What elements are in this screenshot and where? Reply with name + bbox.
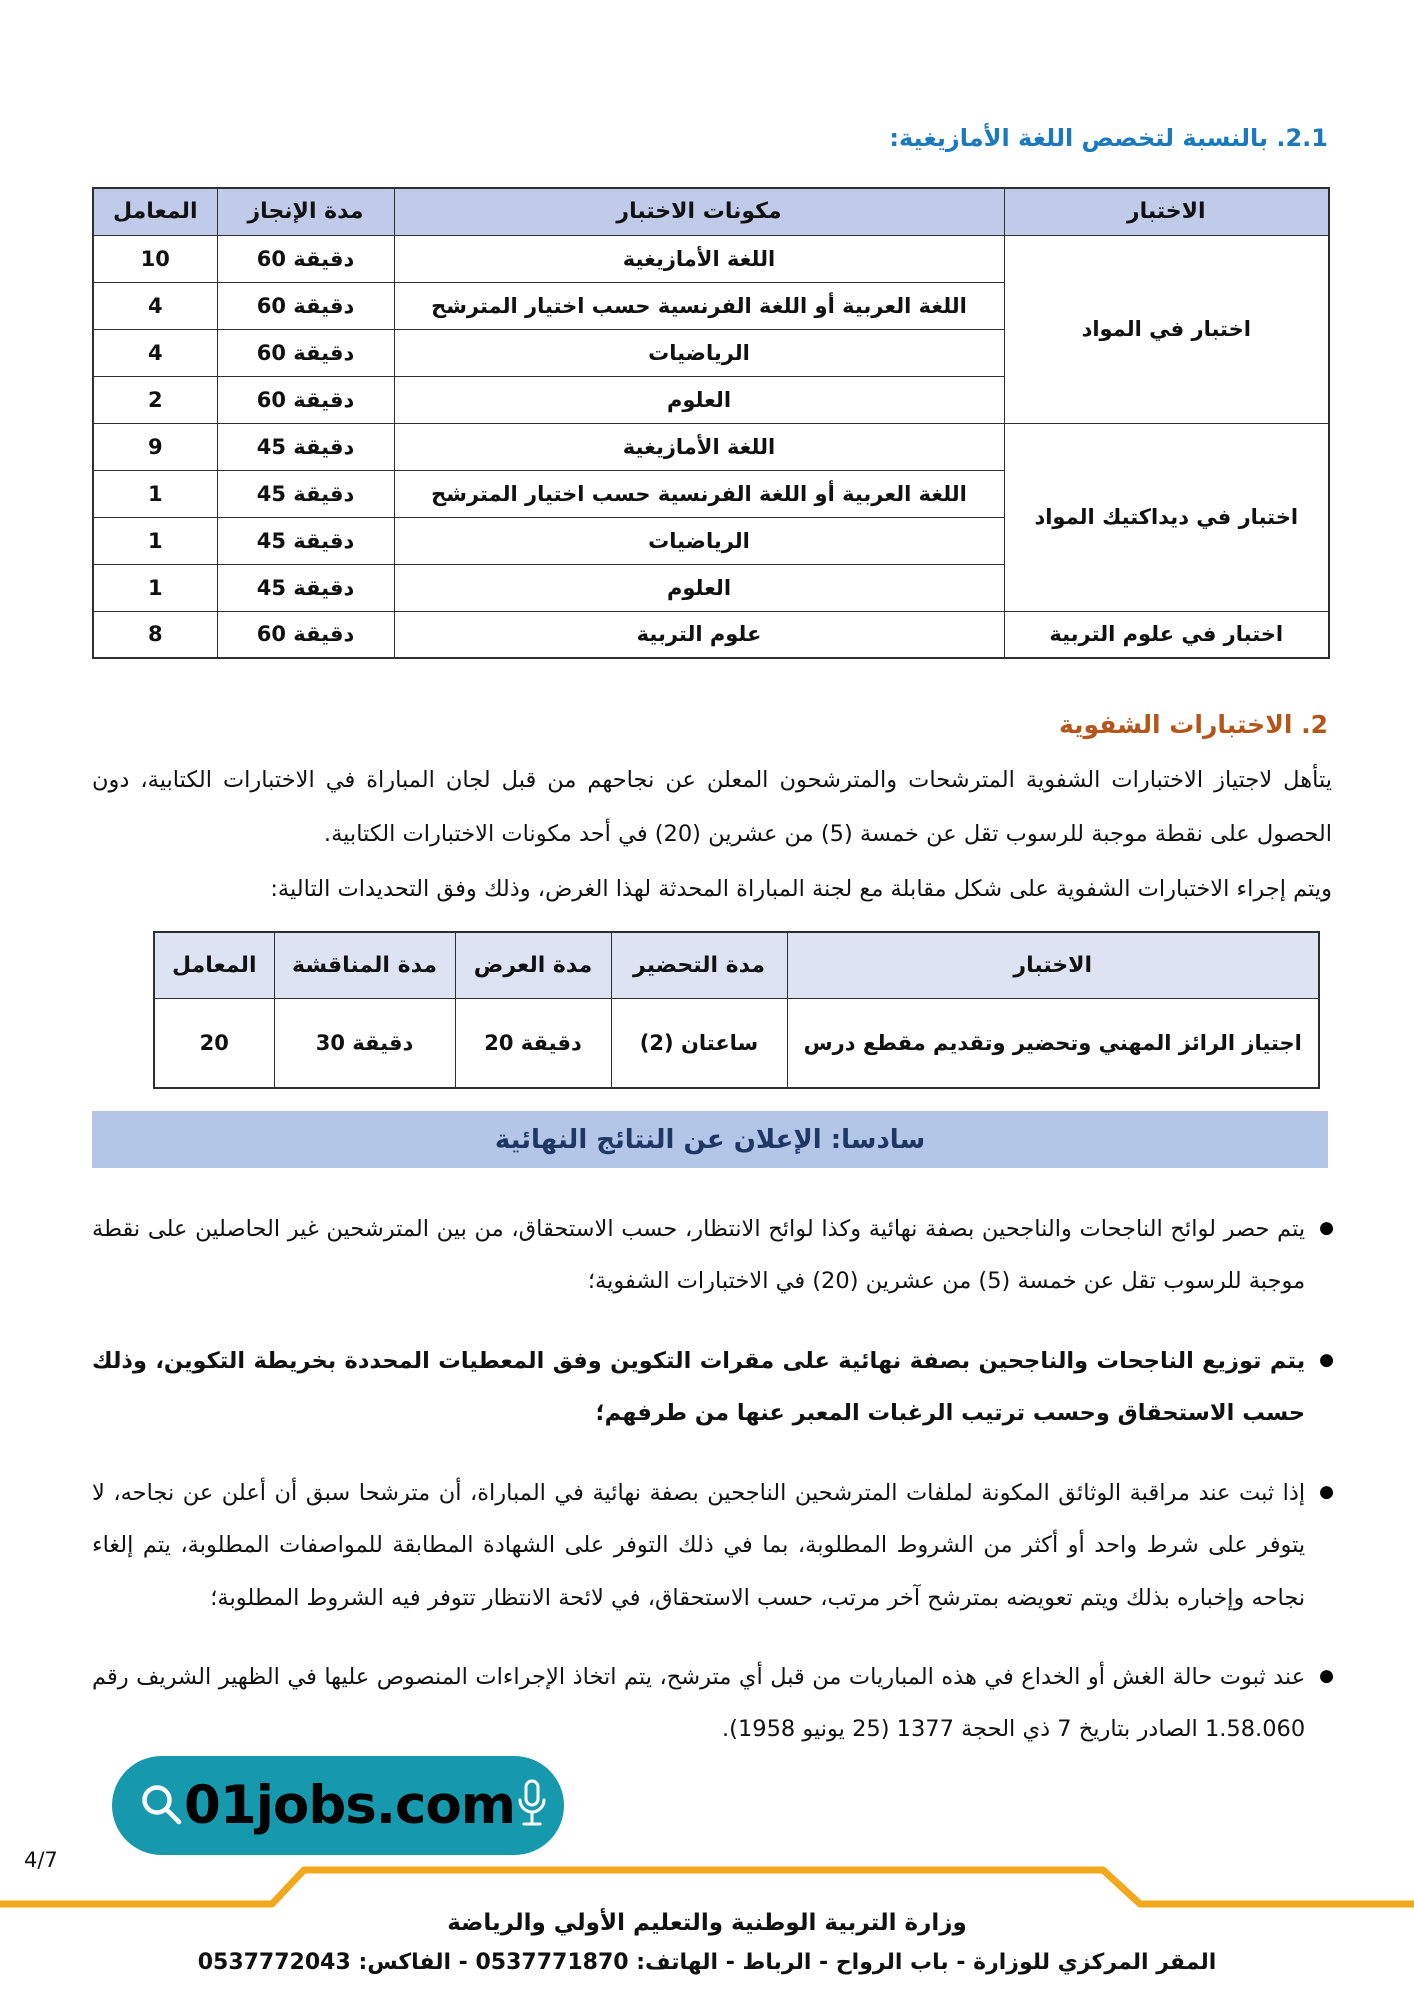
cell-exam: اجتياز الرائز المهني وتحضير وتقديم مقطع درس bbox=[787, 998, 1319, 1088]
list-item bbox=[92, 1651, 1334, 1756]
cell-duration: 60 دقيقة bbox=[217, 282, 394, 329]
written-exams-table bbox=[92, 187, 1330, 659]
cell-component: علوم التربية bbox=[394, 611, 1004, 658]
cell-preparation: ساعتان (2) bbox=[611, 998, 787, 1088]
final-results-banner bbox=[92, 1111, 1328, 1168]
intro-paragraph-2: ويتم إجراء الاختبارات الشفوية على شكل مقابلة مع لجنة المباراة المحدثة لهذا الغرض، وذلك وفق التحديدات التالية: bbox=[270, 875, 1332, 902]
cell-coefficient: 2 bbox=[93, 376, 217, 423]
cell-component: الرياضيات bbox=[394, 329, 1004, 376]
cell-coefficient: 9 bbox=[93, 423, 217, 470]
list-item bbox=[92, 1335, 1334, 1440]
banner-title: سادسا: الإعلان عن النتائج النهائية bbox=[494, 1124, 926, 1155]
table-row bbox=[93, 423, 1329, 470]
bullet-icon: ● bbox=[1319, 1665, 1334, 1686]
cell-coefficient: 8 bbox=[93, 611, 217, 658]
table-row bbox=[93, 611, 1329, 658]
t1-header-components: مكونات الاختبار bbox=[394, 188, 1004, 235]
footer-ministry-name: وزارة التربية الوطنية والتعليم الأولي والرياضة bbox=[447, 1910, 967, 1936]
t1-header-duration: مدة الإنجاز bbox=[217, 188, 394, 235]
table-header-row bbox=[93, 188, 1329, 235]
t2-header-presentation: مدة العرض bbox=[455, 932, 611, 998]
bullet-text: عند ثبوت حالة الغش أو الخداع في هذه المباريات من قبل أي مترشح، يتم اتخاذ الإجراءات المنصوص عليها في الظهير الشريف رقم 1.58.060 الصادر بتاريخ 7 ذي الحجة 1377 (25 يونيو 1958). bbox=[92, 1663, 1306, 1743]
table-row bbox=[154, 998, 1319, 1088]
page-number: 4/7 bbox=[24, 1848, 58, 1872]
cell-component: اللغة العربية أو اللغة الفرنسية حسب اختيار المترشح bbox=[394, 470, 1004, 517]
cell-component: اللغة الأمازيغية bbox=[394, 235, 1004, 282]
microphone-icon bbox=[515, 1778, 549, 1834]
cell-coefficient: 1 bbox=[93, 517, 217, 564]
t1-header-exam: الاختبار bbox=[1004, 188, 1329, 235]
cell-duration: 60 دقيقة bbox=[217, 376, 394, 423]
cell-coefficient: 4 bbox=[93, 282, 217, 329]
exam-group-didactics: اختبار في ديداكتيك المواد bbox=[1004, 423, 1329, 611]
cell-coefficient: 20 bbox=[154, 998, 274, 1088]
t2-header-exam: الاختبار bbox=[787, 932, 1319, 998]
bullet-text: إذا ثبت عند مراقبة الوثائق المكونة لملفات المترشحين الناجحين بصفة نهائية في المباراة، أن مترشحا سبق أن أعلن عن نجاحه، لا يتوفر على شرط واحد أو أكثر من الشروط المطلوبة، بما في ذلك التوفر على الشهادة المطابقة للمواصفات المطلوبة، يتم إلغاء نجاحه وإخباره بذلك ويتم تعويضه بمترشح آخر مرتب، حسب الاستحقاق، في لائحة الانتظار تتوفر فيه الشروط المطلوبة؛ bbox=[92, 1479, 1306, 1611]
intro-paragraph-1: يتأهل لاجتياز الاختبارات الشفوية المترشحات والمترشحون المعلن عن نجاحهم من قبل لجان المباراة في الاختبارات الكتابية، دون الحصول على نقطة موجبة للرسوب تقل عن خمسة (5) من عشرين (20) في أحد مكونات الاختبارات الكتابية. bbox=[92, 767, 1332, 848]
cell-presentation: 20 دقيقة bbox=[455, 998, 611, 1088]
footer-address-contacts: المقر المركزي للوزارة - باب الرواح - الرباط - الهاتف: 0537771870 - الفاكس: 0537772043 bbox=[197, 1950, 1217, 1975]
cell-duration: 60 دقيقة bbox=[217, 235, 394, 282]
oral-exam-table bbox=[153, 931, 1320, 1089]
section-2-1-title: 2.1. بالنسبة لتخصص اللغة الأمازيغية: bbox=[889, 124, 1328, 152]
cell-component: الرياضيات bbox=[394, 517, 1004, 564]
exam-group-subjects: اختبار في المواد bbox=[1004, 235, 1329, 423]
cell-coefficient: 1 bbox=[93, 470, 217, 517]
cell-component: العلوم bbox=[394, 564, 1004, 611]
cell-duration: 45 دقيقة bbox=[217, 470, 394, 517]
exam-group-education-sciences: اختبار في علوم التربية bbox=[1004, 611, 1329, 658]
bullet-text: يتم توزيع الناجحات والناجحين بصفة نهائية على مقرات التكوين وفق المعطيات المحددة بخريطة التكوين، وذلك حسب الاستحقاق وحسب ترتيب الرغبات المعبر عنها من طرفهم؛ bbox=[92, 1347, 1306, 1427]
list-item bbox=[92, 1467, 1334, 1624]
cell-duration: 60 دقيقة bbox=[217, 611, 394, 658]
cell-discussion: 30 دقيقة bbox=[274, 998, 455, 1088]
oral-exams-intro bbox=[92, 753, 1332, 916]
bullet-icon: ● bbox=[1319, 1481, 1334, 1502]
final-results-bullets bbox=[92, 1203, 1334, 1783]
cell-duration: 45 دقيقة bbox=[217, 517, 394, 564]
logo-text: 01jobs.com bbox=[184, 1775, 516, 1836]
cell-coefficient: 10 bbox=[93, 235, 217, 282]
01jobs-search-pill[interactable] bbox=[112, 1756, 564, 1855]
bullet-icon: ● bbox=[1319, 1349, 1334, 1370]
search-icon bbox=[138, 1781, 184, 1831]
list-item bbox=[92, 1203, 1334, 1308]
section-2-title: 2. الاختبارات الشفوية bbox=[1058, 710, 1328, 739]
table-row bbox=[93, 235, 1329, 282]
cell-component: العلوم bbox=[394, 376, 1004, 423]
cell-component: اللغة الأمازيغية bbox=[394, 423, 1004, 470]
t1-header-coefficient: المعامل bbox=[93, 188, 217, 235]
cell-coefficient: 4 bbox=[93, 329, 217, 376]
t2-header-preparation: مدة التحضير bbox=[611, 932, 787, 998]
cell-duration: 60 دقيقة bbox=[217, 329, 394, 376]
cell-component: اللغة العربية أو اللغة الفرنسية حسب اختيار المترشح bbox=[394, 282, 1004, 329]
bullet-text: يتم حصر لوائح الناجحات والناجحين بصفة نهائية وكذا لوائح الانتظار، حسب الاستحقاق، من بين المترشحين غير الحاصلين على نقطة موجبة للرسوب تقل عن خمسة (5) من عشرين (20) في الاختبارات الشفوية؛ bbox=[92, 1216, 1306, 1295]
t2-header-coefficient: المعامل bbox=[154, 932, 274, 998]
cell-coefficient: 1 bbox=[93, 564, 217, 611]
cell-duration: 45 دقيقة bbox=[217, 564, 394, 611]
cell-duration: 45 دقيقة bbox=[217, 423, 394, 470]
t2-header-discussion: مدة المناقشة bbox=[274, 932, 455, 998]
table-header-row bbox=[154, 932, 1319, 998]
bullet-icon: ● bbox=[1319, 1218, 1334, 1238]
